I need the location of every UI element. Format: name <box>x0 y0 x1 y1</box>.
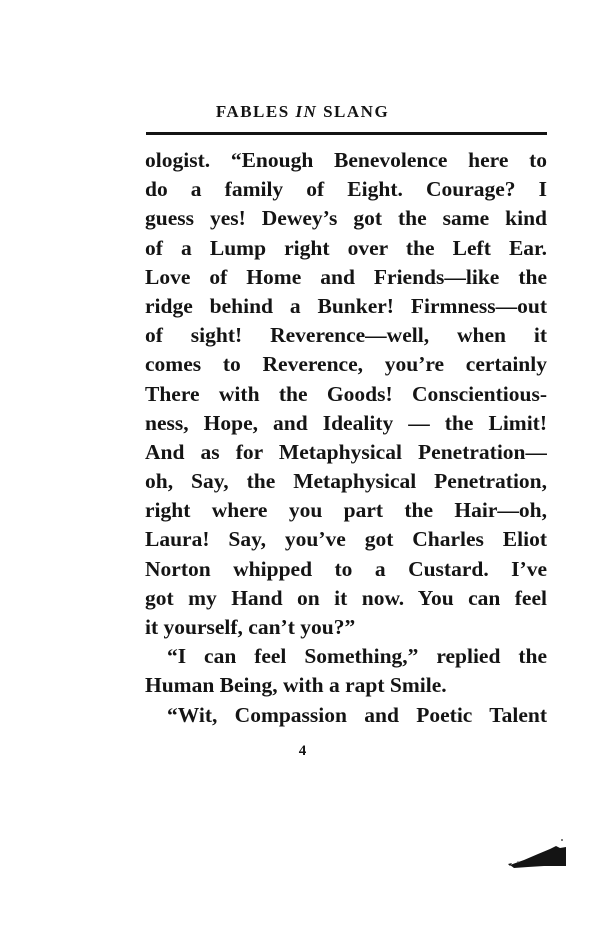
text-line: And as for Metaphysical Penetration— <box>145 439 547 464</box>
running-head-title-end: SLANG <box>317 102 390 121</box>
text-line: of a Lump right over the Left Ear. <box>145 235 547 260</box>
ink-smudge-mark <box>504 838 568 872</box>
text-line: ologist. “Enough Benevolence here to <box>145 148 547 172</box>
text-line: ness, Hope, and Ideality — the Limit! <box>145 410 547 435</box>
page-number: 4 <box>298 743 307 759</box>
text-line: Love of Home and Friends—like the <box>145 264 547 289</box>
body-text <box>145 146 547 730</box>
text-line: ridge behind a Bunker! Firmness—out <box>145 293 547 318</box>
text-line: of sight! Reverence—well, when it <box>145 323 547 348</box>
text-line: comes to Reverence, you’re certainly <box>145 352 547 377</box>
text-line: “I can feel Something,” replied the <box>167 644 547 669</box>
header-rule <box>146 132 547 135</box>
text-line: guess yes! Dewey’s got the same kind <box>145 206 547 231</box>
running-head-title-start: FABLES <box>215 102 296 121</box>
text-line: Norton whipped to a Custard. I’ve <box>145 556 547 581</box>
text-line: got my Hand on it now. You can feel <box>145 585 547 610</box>
running-head-title-italic: IN <box>295 102 318 121</box>
text-line: Human Being, with a rapt Smile. <box>145 673 447 698</box>
text-line: oh, Say, the Metaphysical Penetration, <box>145 469 547 494</box>
text-line: There with the Goods! Conscientious- <box>145 381 547 406</box>
text-line: right where you part the Hair—oh, <box>145 498 547 523</box>
text-line: “Wit, Compassion and Poetic Talent <box>167 702 547 727</box>
text-line: it yourself, can’t you?” <box>145 615 356 639</box>
text-line: Laura! Say, you’ve got Charles Eliot <box>145 527 547 552</box>
text-line: do a family of Eight. Courage? I <box>145 177 547 202</box>
running-head <box>0 101 605 123</box>
